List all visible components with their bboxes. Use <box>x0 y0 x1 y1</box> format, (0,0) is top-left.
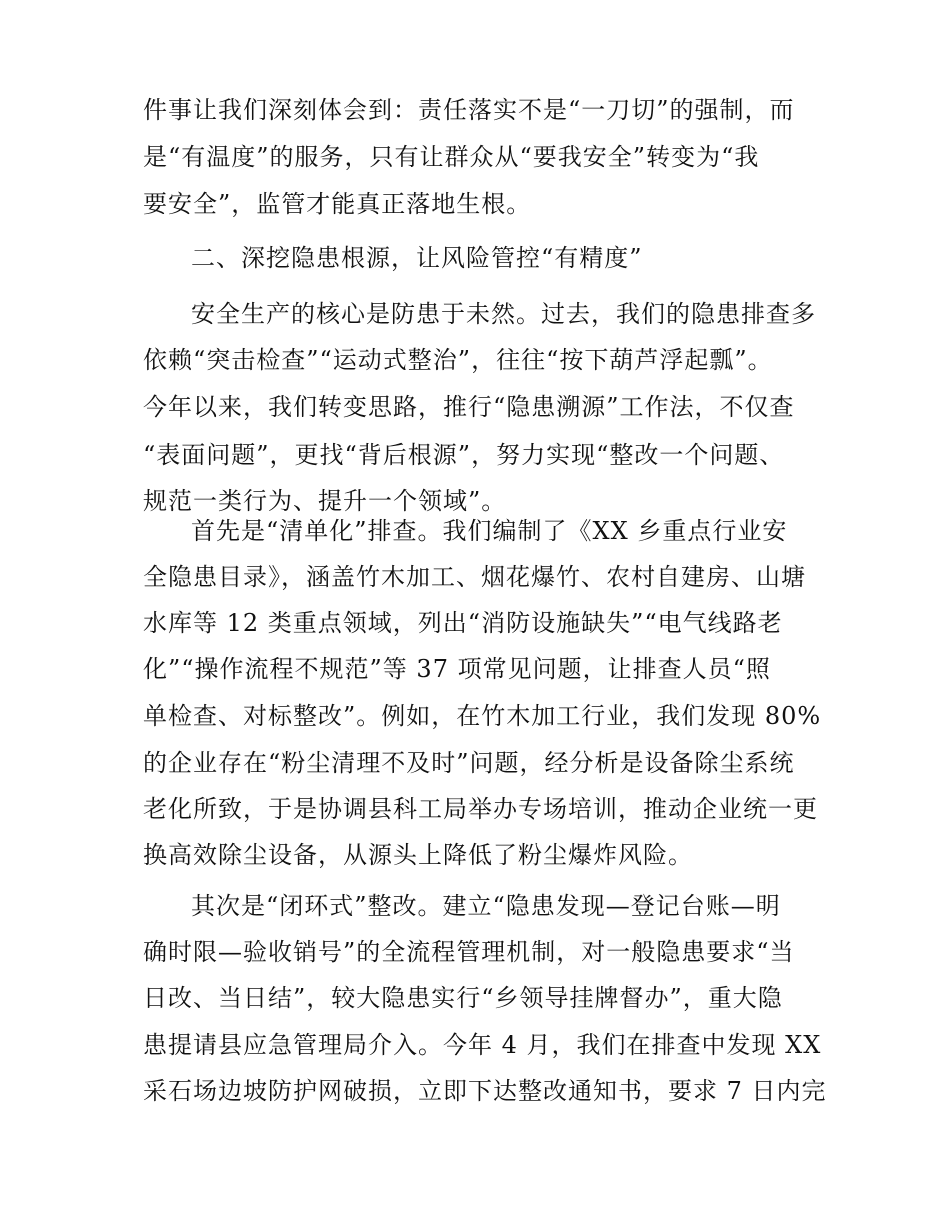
body-text-line: 确时限—验收销号”的全流程管理机制，对一般隐患要求“当 <box>143 938 795 966</box>
body-text-line: 件事让我们深刻体会到：责任落实不是“一刀切”的强制，而 <box>143 96 795 124</box>
section-heading: 二、深挖隐患根源，让风险管控“有精度” <box>191 244 643 272</box>
body-text-line: 安全生产的核心是防患于未然。过去，我们的隐患排查多 <box>191 300 816 328</box>
body-text-line: 日改、当日结”，较大隐患实行“乡领导挂牌督办”，重大隐 <box>143 984 783 1012</box>
body-text-line: 老化所致，于是协调县科工局举办专场培训，推动企业统一更 <box>143 795 818 823</box>
body-text-line: 化”“操作流程不规范”等 37 项常见问题，让排查人员“照 <box>143 655 771 683</box>
body-text-line: 全隐患目录》，涵盖竹木加工、烟花爆竹、农村自建房、山塘 <box>143 563 806 591</box>
body-text-line: 今年以来，我们转变思路，推行“隐患溯源”工作法，不仅查 <box>143 393 795 421</box>
body-text-line: 规范一类行为、提升一个领域”。 <box>143 487 507 515</box>
body-text-line: 换高效除尘设备，从源头上降低了粉尘爆炸风险。 <box>143 841 693 869</box>
body-text-line: 采石场边坡防护网破损，立即下达整改通知书，要求 7 日内完 <box>143 1077 827 1105</box>
body-text-line: 首先是“清单化”排查。我们编制了《XX 乡重点行业安 <box>191 517 788 545</box>
body-text-line: 依赖“突击检查”“运动式整治”，往往“按下葫芦浮起瓢”。 <box>143 346 773 374</box>
body-text-line: 是“有温度”的服务，只有让群众从“要我安全”转变为“我 <box>143 143 760 171</box>
body-text-line: “表面问题”，更找“背后根源”，努力实现“整改一个问题、 <box>143 441 785 469</box>
body-text-line: 单检查、对标整改”。例如，在竹木加工行业，我们发现 80% <box>143 702 822 730</box>
body-text-line: 水库等 12 类重点领域，列出“消防设施缺失”“电气线路老 <box>143 609 783 637</box>
body-text-line: 要安全”，监管才能真正落地生根。 <box>143 190 532 218</box>
body-text-line: 其次是“闭环式”整改。建立“隐患发现—登记台账—明 <box>191 892 781 920</box>
body-text-line: 的企业存在“粉尘清理不及时”问题，经分析是设备除尘系统 <box>143 749 795 777</box>
body-text-line: 患提请县应急管理局介入。今年 4 月，我们在排查中发现 XX <box>143 1031 822 1059</box>
